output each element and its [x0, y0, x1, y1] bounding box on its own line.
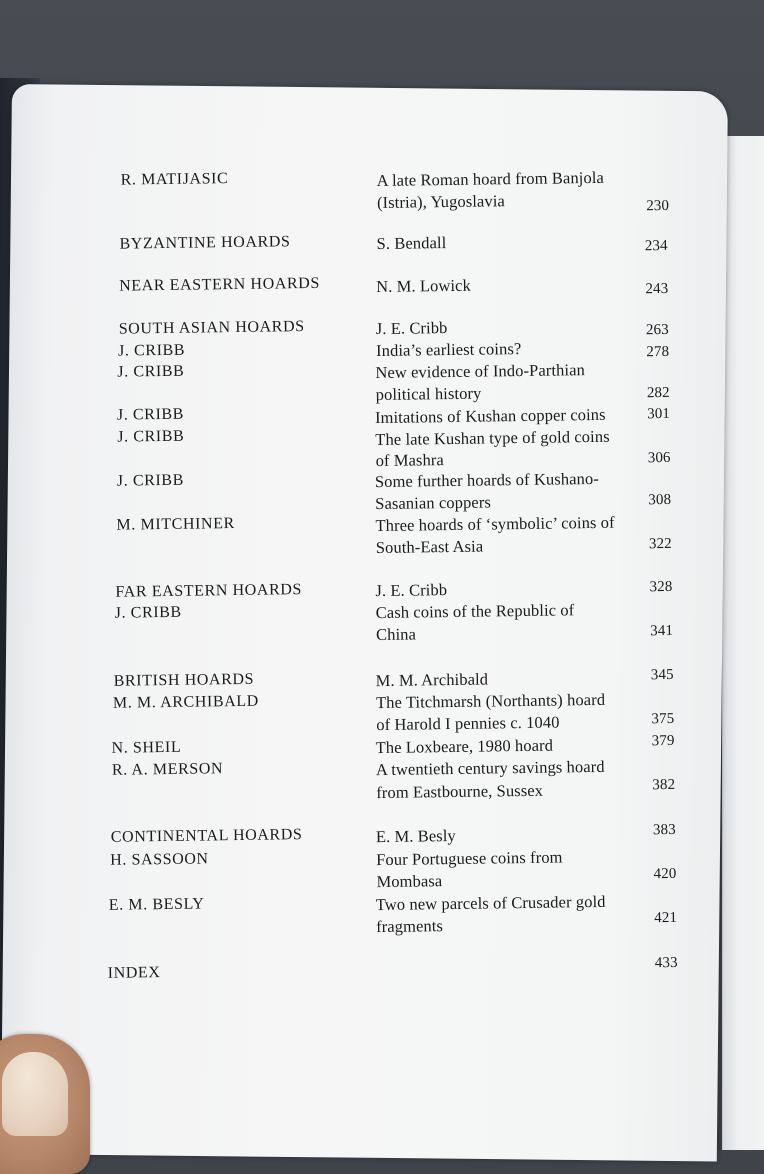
section-heading: CONTINENTAL HOARDS: [110, 826, 303, 846]
entry-page: 341: [650, 622, 674, 640]
entry-title: South-East Asia: [375, 536, 484, 558]
entry-page: 308: [648, 491, 672, 509]
entry-title: Three hoards of ‘symbolic’ coins of: [375, 512, 615, 536]
entry-page: 322: [648, 535, 672, 553]
entry-author: J. CRIBB: [117, 341, 186, 360]
entry-title: J. E. Cribb: [375, 580, 448, 601]
entry-title: (Istria), Yugoslavia: [376, 191, 505, 213]
entry-author: M. M. ARCHIBALD: [112, 692, 259, 712]
entry-title: A late Roman hoard from Banjola: [376, 167, 604, 191]
section-heading: SOUTH ASIAN HOARDS: [118, 318, 305, 338]
entry-title: Cash coins of the Republic of: [375, 600, 575, 623]
thumbnail: [2, 1052, 68, 1136]
entry-author: N. SHEIL: [111, 738, 182, 757]
entry-author: J. CRIBB: [116, 405, 185, 424]
entry-title: A twentieth century savings hoard: [375, 756, 605, 780]
entry-title: M. M. Archibald: [375, 669, 489, 691]
entry-page: 230: [646, 197, 670, 215]
entry-title: S. Bendall: [376, 233, 447, 254]
entry-page: 421: [654, 909, 678, 927]
entry-page: 433: [654, 954, 678, 972]
entry-title: Imitations of Kushan copper coins: [374, 404, 606, 428]
entry-author: E. M. BESLY: [108, 895, 205, 914]
section-heading: BYZANTINE HOARDS: [119, 233, 291, 253]
entry-page: 328: [649, 578, 673, 596]
entry-title: J. E. Cribb: [375, 318, 448, 339]
entry-page: 379: [651, 732, 675, 750]
section-heading: FAR EASTERN HOARDS: [115, 581, 303, 601]
entry-author: J. CRIBB: [114, 603, 182, 622]
entry-page: 345: [650, 666, 674, 684]
entry-author: J. CRIBB: [117, 427, 185, 446]
entry-title: The late Kushan type of gold coins: [375, 426, 610, 450]
entry-page: 282: [646, 384, 670, 402]
entry-title: Some further hoards of Kushano-: [374, 468, 599, 492]
entry-author: J. CRIBB: [116, 471, 185, 490]
entry-title: New evidence of Indo-Parthian: [375, 360, 586, 383]
entry-title: Four Portuguese coins from: [376, 847, 563, 870]
entry-page: 375: [651, 710, 675, 728]
index-heading: INDEX: [107, 964, 161, 982]
entry-title: Mombasa: [376, 871, 443, 892]
entry-title: China: [375, 624, 417, 645]
entry-page: 382: [652, 776, 676, 794]
entry-author: H. SASSOON: [110, 850, 209, 869]
entry-title: N. M. Lowick: [376, 275, 472, 297]
entry-title: Two new parcels of Crusader gold: [375, 891, 606, 915]
entry-author: R. MATIJASIC: [120, 170, 229, 189]
entry-page: 243: [645, 280, 669, 298]
entry-title: from Eastbourne, Sussex: [376, 780, 544, 803]
entry-page: 301: [647, 405, 671, 423]
entry-title: of Harold I pennies c. 1040: [376, 712, 560, 735]
entry-page: 420: [653, 865, 677, 883]
entry-title: of Mashra: [375, 450, 445, 471]
entry-author: M. MITCHINER: [116, 515, 235, 534]
entry-author: R. A. MERSON: [111, 760, 224, 779]
entry-title: fragments: [375, 916, 444, 937]
entry-page: 306: [647, 449, 671, 467]
entry-page: 234: [644, 237, 668, 255]
entry-page: 263: [645, 321, 669, 339]
entry-title: India’s earliest coins?: [375, 339, 522, 361]
entry-author: J. CRIBB: [117, 362, 185, 381]
section-heading: NEAR EASTERN HOARDS: [119, 274, 320, 295]
section-heading: BRITISH HOARDS: [113, 670, 255, 690]
entry-page: 278: [646, 343, 670, 361]
entry-title: The Titchmarsh (Northants) hoard: [375, 689, 606, 713]
entry-title: political history: [375, 383, 482, 405]
entry-page: 383: [652, 821, 676, 839]
entry-title: Sasanian coppers: [375, 492, 492, 514]
entry-title: The Loxbeare, 1980 hoard: [375, 735, 554, 758]
entry-title: E. M. Besly: [375, 825, 456, 847]
